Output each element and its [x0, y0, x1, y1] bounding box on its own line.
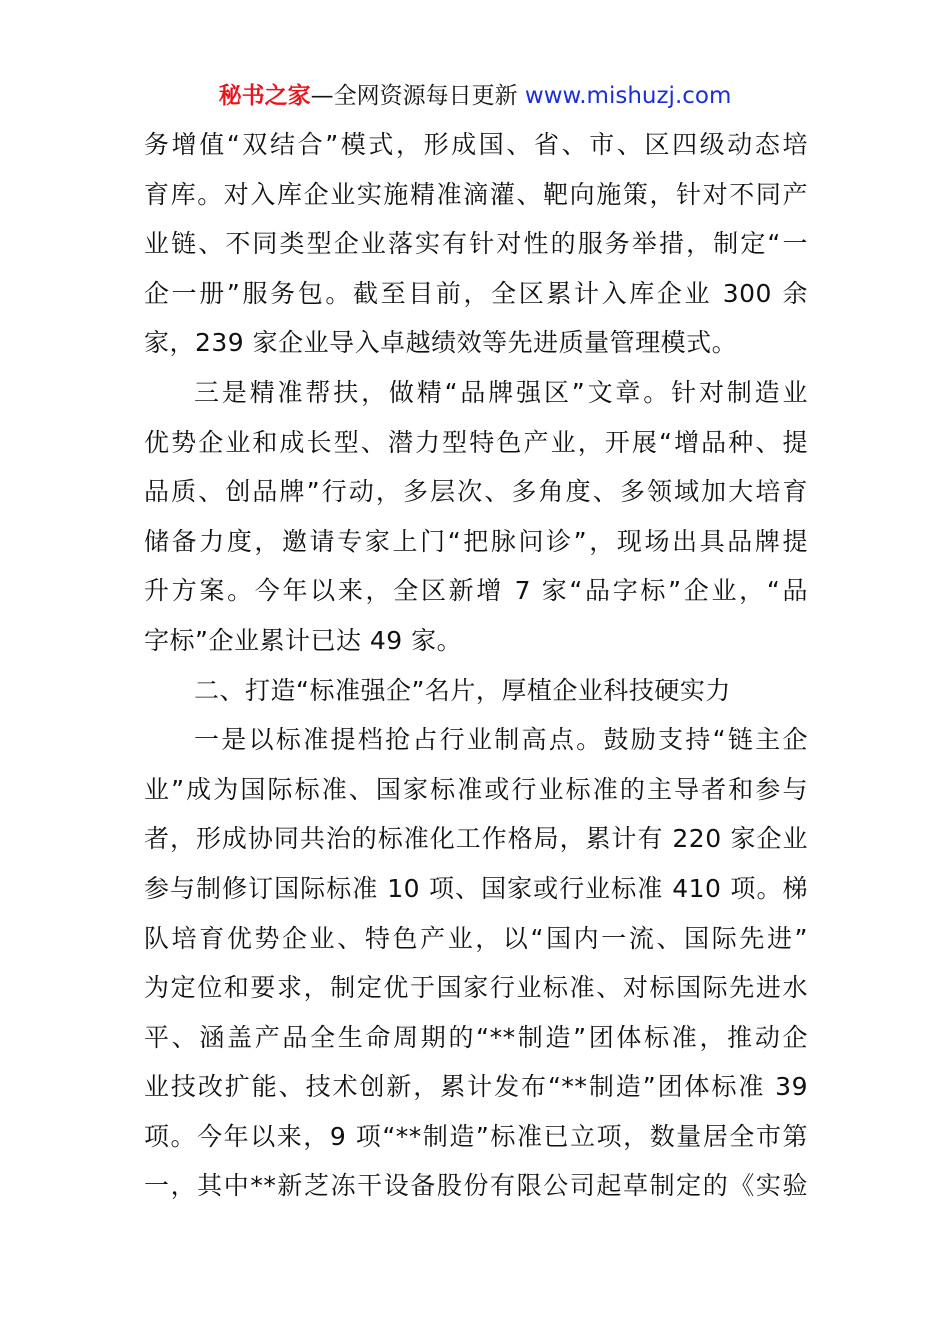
text-line: 字标”企业累计已达 49 家。	[144, 625, 463, 655]
text-line: 一，其中**新芝冻干设备股份有限公司起草制定的《实验	[144, 1171, 808, 1201]
site-header	[0, 80, 950, 112]
text-line: 为定位和要求，制定优于国家行业标准、对标国际先进水	[144, 973, 808, 1003]
text-line: 者，形成协同共治的标准化工作格局，累计有 220 家企业	[144, 824, 808, 854]
text-line: 储备力度，邀请专家上门“把脉问诊”，现场出具品牌提	[144, 526, 808, 556]
text-line: 队培育优势企业、特色产业，以“国内一流、国际先进”	[144, 923, 808, 953]
section-heading: 二、打造“标准强企”名片，厚植企业科技硬实力	[194, 675, 731, 705]
text-line: 参与制修订国际标准 10 项、国家或行业标准 410 项。梯	[144, 873, 808, 903]
site-tagline: —全网资源每日更新	[310, 83, 525, 109]
text-line: 业”成为国际标准、国家标准或行业标准的主导者和参与	[144, 774, 808, 804]
site-url[interactable]: www.mishuzj.com	[524, 83, 732, 109]
text-line: 务增值“双结合”模式，形成国、省、市、区四级动态培	[144, 130, 808, 159]
text-line: 项。今年以来，9 项“**制造”标准已立项，数量居全市第	[144, 1121, 808, 1151]
text-line: 品质、创品牌”行动，多层次、多角度、多领域加大培育	[144, 477, 808, 507]
text-line: 平、涵盖产品全生命周期的“**制造”团体标准，推动企	[144, 1022, 808, 1052]
text-line: 业链、不同类型企业落实有针对性的服务举措，制定“一	[144, 229, 808, 259]
text-line: 升方案。今年以来，全区新增 7 家“品字标”企业，“品	[144, 576, 808, 606]
text-line: 企一册”服务包。截至目前，全区累计入库企业 300 余	[144, 278, 808, 308]
document-body	[144, 120, 808, 1211]
text-line: 优势企业和成长型、潜力型特色产业，开展“增品种、提	[144, 427, 808, 457]
text-line: 业技改扩能、技术创新，累计发布“**制造”团体标准 39	[144, 1072, 808, 1102]
paragraph-start-line: 三是精准帮扶，做精“品牌强区”文章。针对制造业	[194, 377, 808, 407]
paragraph-start-line: 一是以标准提档抢占行业制高点。鼓励支持“链主企	[194, 725, 808, 755]
text-line: 家，239 家企业导入卓越绩效等先进质量管理模式。	[144, 328, 738, 358]
site-brand: 秘书之家	[218, 83, 311, 109]
text-line: 育库。对入库企业实施精准滴灌、靶向施策，针对不同产	[144, 179, 808, 209]
